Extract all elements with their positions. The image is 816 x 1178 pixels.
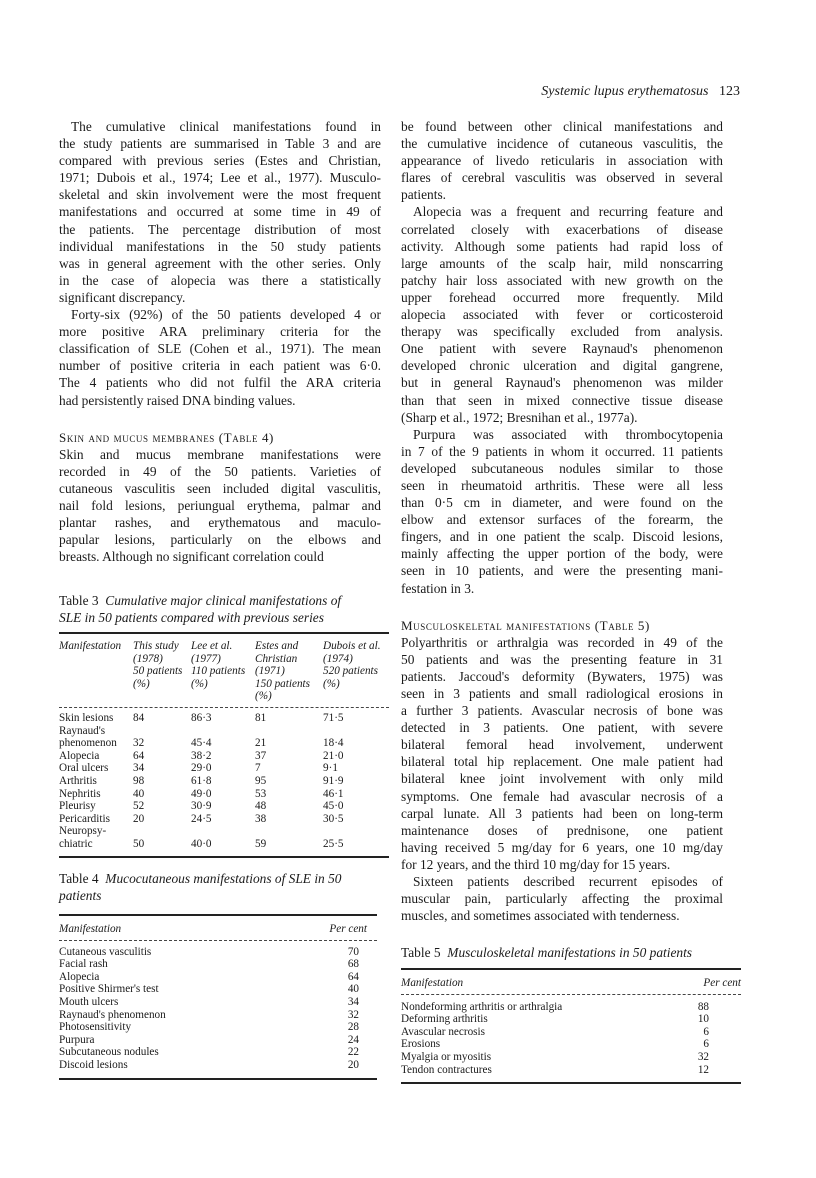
table-row bbox=[59, 1059, 377, 1072]
cell-value: 53 bbox=[255, 787, 267, 800]
cell-value: 64 bbox=[347, 970, 359, 983]
row-label: Erosions bbox=[401, 1038, 441, 1051]
text-line: detected in 3 patients. One patient, with severe bbox=[401, 720, 723, 736]
text-line: appearance of livedo reticularis in association with bbox=[401, 153, 723, 169]
row-label: Purpura bbox=[59, 1033, 95, 1046]
section-heading-skin: Skin and mucus membranes (Table 4) bbox=[59, 429, 274, 445]
text-line: mainly affecting the upper portion of the body, were bbox=[401, 546, 723, 562]
table-row bbox=[401, 1051, 741, 1064]
text-line: plantar rashes, and erythematous and maculo- bbox=[59, 515, 381, 531]
header-line: Manifestation bbox=[59, 640, 122, 652]
table-row bbox=[59, 750, 389, 763]
row-label: Photosensitivity bbox=[59, 1021, 132, 1034]
table-row bbox=[401, 1038, 741, 1051]
cell-value: 40 bbox=[133, 787, 145, 800]
paragraph bbox=[401, 873, 723, 924]
cell-value: 46·1 bbox=[323, 787, 344, 800]
cell-value: 7 bbox=[255, 762, 261, 775]
table5-label: Table 5 bbox=[401, 945, 441, 960]
cell-value: 21 bbox=[255, 737, 267, 750]
cell-value: 52 bbox=[133, 800, 145, 813]
cell-value: 86·3 bbox=[191, 711, 212, 724]
table-row bbox=[59, 958, 377, 971]
column-header: Manifestation bbox=[59, 923, 122, 935]
header-line: (%) bbox=[133, 677, 150, 690]
row-label-line: Alopecia bbox=[59, 749, 100, 762]
text-line: large amounts of the scalp hair, mild nonscarring bbox=[401, 255, 723, 271]
row-label-line: Skin lesions bbox=[59, 711, 114, 724]
text-line: patients. bbox=[401, 187, 446, 203]
cell-value: 29·0 bbox=[191, 762, 212, 775]
text-line: Sixteen patients described recurrent episodes of bbox=[413, 874, 723, 890]
table-row bbox=[401, 1013, 741, 1026]
header-line: (1971) bbox=[255, 665, 285, 678]
text-line: a further 3 patients. Avascular necrosis of bone was bbox=[401, 703, 723, 719]
cell-value: 38 bbox=[255, 812, 267, 825]
cell-value: 84 bbox=[133, 711, 145, 724]
row-label bbox=[59, 825, 133, 850]
cell-value: 68 bbox=[347, 958, 359, 971]
table5-caption-line: Musculoskeletal manifestations in 50 patients bbox=[447, 945, 693, 960]
cell-value: 37 bbox=[255, 749, 267, 762]
row-label: Myalgia or myositis bbox=[401, 1050, 492, 1063]
table-row bbox=[59, 971, 377, 984]
table4-caption-row bbox=[59, 870, 381, 887]
cell-value: 34 bbox=[347, 995, 359, 1008]
table-row bbox=[59, 762, 389, 775]
row-label: Positive Shirmer's test bbox=[59, 983, 159, 996]
row-label bbox=[59, 813, 133, 826]
text-line: flares of cerebral vasculitis was observed in several bbox=[401, 170, 723, 186]
text-line: classification of SLE (Cohen et al., 1971). The mean bbox=[59, 341, 381, 357]
right-section-paragraphs bbox=[401, 634, 723, 925]
cell-value: 91·9 bbox=[323, 774, 344, 787]
running-head bbox=[400, 84, 740, 100]
cell-value: 45·0 bbox=[323, 800, 344, 813]
cell-value: 61·8 bbox=[191, 774, 212, 787]
text-line: individual manifestations in the 50 study patients bbox=[59, 238, 381, 254]
text-line: The 4 patients who did not fulfil the ARA criteria bbox=[59, 375, 381, 391]
table3-caption-row bbox=[59, 609, 389, 626]
table-row bbox=[401, 1064, 741, 1077]
header-line: Christian bbox=[255, 652, 298, 665]
table-row bbox=[59, 712, 389, 725]
header-line: (%) bbox=[255, 690, 272, 703]
cell-value: 40 bbox=[347, 983, 359, 996]
text-line: the patients. The percentage distribution of most bbox=[59, 221, 381, 237]
cell-value: 32 bbox=[133, 737, 145, 750]
table5-header bbox=[401, 970, 741, 994]
text-line: had persistently raised DNA binding values. bbox=[59, 392, 296, 408]
table4-caption bbox=[59, 870, 381, 904]
text-line: breasts. Although no significant correlation could bbox=[59, 549, 324, 565]
text-line: significant discrepancy. bbox=[59, 289, 186, 305]
text-line: bilateral knee joint involvement with only mild bbox=[401, 771, 723, 787]
header-line: This study bbox=[133, 640, 179, 652]
header-line: 110 patients bbox=[191, 665, 246, 678]
row-label: Avascular necrosis bbox=[401, 1025, 485, 1038]
text-line: bilateral femoral head involvement, underwent bbox=[401, 737, 723, 753]
column-header bbox=[323, 640, 389, 703]
text-line: the study patients are summarised in Table 3 and are bbox=[59, 136, 381, 152]
cell-value: 10 bbox=[697, 1013, 709, 1026]
row-label-line: Pleurisy bbox=[59, 800, 96, 813]
text-line: bilateral total hip replacement. One male patient had bbox=[401, 754, 723, 770]
cell-value: 70 bbox=[347, 945, 359, 958]
table-row bbox=[59, 996, 377, 1009]
cell-value: 50 bbox=[133, 837, 145, 850]
cell-value: 21·0 bbox=[323, 749, 344, 762]
table-row bbox=[59, 1034, 377, 1047]
text-line: carpal lunate. All 3 patients had been on long-term bbox=[401, 805, 723, 821]
cell-value: 32 bbox=[347, 1008, 359, 1021]
text-line: muscles, and sometimes associated with tenderness. bbox=[401, 908, 680, 924]
header-line: (1977) bbox=[191, 652, 221, 665]
cell-value: 24·5 bbox=[191, 812, 212, 825]
cell-value: 9·1 bbox=[323, 762, 338, 775]
paragraph bbox=[401, 118, 723, 203]
table-rule bbox=[401, 1082, 741, 1084]
row-label: Discoid lesions bbox=[59, 1058, 128, 1071]
text-line: cutaneous vasculitis seen included digital vasculitis, bbox=[59, 480, 381, 496]
row-label: Mouth ulcers bbox=[59, 995, 119, 1008]
cell-value: 25·5 bbox=[323, 837, 344, 850]
cell-value: 20 bbox=[133, 812, 145, 825]
row-label bbox=[59, 712, 133, 725]
right-column bbox=[401, 118, 723, 924]
text-line: elbow and extensor surfaces of the forearm, the bbox=[401, 512, 723, 528]
table-row bbox=[59, 946, 377, 959]
text-line: the cumulative incidence of cutaneous vasculitis, the bbox=[401, 136, 723, 152]
table-row bbox=[59, 813, 389, 826]
row-label bbox=[59, 800, 133, 813]
text-line: in the case of alopecia was there a statistically bbox=[59, 272, 381, 288]
table3 bbox=[59, 632, 389, 858]
text-line: compared with previous series (Estes and Christian, bbox=[59, 153, 381, 169]
table-row bbox=[401, 1001, 741, 1014]
header-line: 520 patients bbox=[323, 665, 379, 678]
paragraph bbox=[401, 203, 723, 425]
cell-value: 48 bbox=[255, 800, 267, 813]
text-line: but in general Raynaud's phenomenon was milder bbox=[401, 375, 723, 391]
cell-value: 30·5 bbox=[323, 812, 344, 825]
text-line: manifestations and occurred at some time in 49 of bbox=[59, 204, 381, 220]
table-row bbox=[59, 725, 389, 750]
row-label-line: chiatric bbox=[59, 837, 93, 850]
header-line: (1974) bbox=[323, 652, 353, 665]
table4-header bbox=[59, 916, 377, 940]
cell-value: 71·5 bbox=[323, 711, 344, 724]
table-row bbox=[59, 825, 389, 850]
table4 bbox=[59, 914, 377, 1080]
text-line: seen in rheumatoid arthritis. These were all less bbox=[401, 477, 723, 493]
text-line: Polyarthritis or arthralgia was recorded in 49 of the bbox=[401, 634, 723, 650]
table4-body bbox=[59, 941, 377, 1078]
row-label: Tendon contractures bbox=[401, 1063, 492, 1076]
table-row bbox=[59, 800, 389, 813]
cell-value: 49·0 bbox=[191, 787, 212, 800]
text-line: (Sharp et al., 1972; Bresnihan et al., 1977a). bbox=[401, 409, 638, 425]
row-label: Raynaud's phenomenon bbox=[59, 1008, 166, 1021]
header-line: Lee et al. bbox=[191, 640, 233, 652]
header-line: (%) bbox=[323, 677, 340, 690]
row-label-line: Oral ulcers bbox=[59, 762, 109, 775]
table5-caption-row bbox=[401, 944, 746, 961]
text-line: developed chronic ulceration and digital gangrene, bbox=[401, 358, 723, 374]
cell-value: 45·4 bbox=[191, 737, 212, 750]
header-line: (1978) bbox=[133, 652, 163, 665]
column-header: Per cent bbox=[703, 977, 741, 989]
cell-value: 59 bbox=[255, 837, 267, 850]
cell-value: 6 bbox=[703, 1038, 709, 1051]
column-header: Per cent bbox=[329, 923, 367, 935]
cell-value: 34 bbox=[133, 762, 145, 775]
table4-caption-line: Mucocutaneous manifestations of SLE in 50 bbox=[105, 871, 342, 886]
row-label: Deforming arthritis bbox=[401, 1013, 488, 1026]
running-title: Systemic lupus erythematosus bbox=[541, 84, 709, 99]
table4-caption-line: patients bbox=[59, 888, 102, 903]
text-line: papular lesions, particularly on the elbows and bbox=[59, 532, 381, 548]
table-row bbox=[59, 775, 389, 788]
text-line: 50 patients and was the presenting feature in 31 bbox=[401, 651, 723, 667]
header-line: 150 patients bbox=[255, 677, 311, 690]
table3-body bbox=[59, 708, 389, 856]
column-header bbox=[255, 640, 323, 703]
cell-value: 24 bbox=[347, 1033, 359, 1046]
row-label-line: phenomenon bbox=[59, 737, 117, 750]
cell-value: 38·2 bbox=[191, 749, 212, 762]
text-line: The cumulative clinical manifestations found in bbox=[71, 119, 381, 134]
cell-value: 30·9 bbox=[191, 800, 212, 813]
left-column bbox=[59, 118, 381, 565]
table3-caption-row bbox=[59, 592, 389, 609]
paragraph bbox=[59, 306, 381, 409]
cell-value: 18·4 bbox=[323, 737, 344, 750]
text-line: more positive ARA preliminary criteria for the bbox=[59, 324, 381, 340]
table3-label: Table 3 bbox=[59, 593, 99, 608]
text-line: maintenance doses of prednisone, one patient bbox=[401, 822, 723, 838]
header-line: (%) bbox=[191, 677, 208, 690]
header-line: Dubois et al. bbox=[323, 640, 381, 652]
cell-value: 40·0 bbox=[191, 837, 212, 850]
text-line: fingers, and in one patient the scalp. Discoid lesions, bbox=[401, 529, 723, 545]
row-label bbox=[59, 775, 133, 788]
paragraph bbox=[59, 118, 381, 306]
text-line: in 7 of the 9 patients in whom it occurred. 11 patients bbox=[401, 443, 723, 459]
text-line: number of positive criteria in each patient was 6·0. bbox=[59, 358, 381, 374]
right-paragraphs bbox=[401, 118, 723, 597]
text-line: patchy hair loss associated with new growth on the bbox=[401, 272, 723, 288]
text-line: than that seen in mixed connective tissue disease bbox=[401, 392, 723, 408]
column-header bbox=[191, 640, 255, 703]
paragraph bbox=[401, 634, 723, 873]
table3-caption bbox=[59, 592, 389, 626]
column-header: Manifestation bbox=[401, 977, 464, 989]
paragraph bbox=[59, 446, 381, 566]
row-label bbox=[59, 788, 133, 801]
cell-value: 88 bbox=[697, 1000, 709, 1013]
table3-header bbox=[59, 634, 389, 707]
text-line: 1971; Dubois et al., 1974; Lee et al., 1977). Musculo- bbox=[59, 170, 381, 186]
row-label: Cutaneous vasculitis bbox=[59, 945, 152, 958]
text-line: festation in 3. bbox=[401, 580, 475, 596]
text-line: seen in 10 patients, and were the presenting mani- bbox=[401, 563, 723, 579]
cell-value: 20 bbox=[347, 1058, 359, 1071]
text-line: alopecia associated with fever or corticosteroid bbox=[401, 307, 723, 323]
text-line: Alopecia was a frequent and recurring feature and bbox=[413, 204, 723, 220]
table3-caption-line: SLE in 50 patients compared with previous series bbox=[59, 610, 324, 625]
table-row bbox=[59, 1009, 377, 1022]
text-line: was in general agreement with the other series. Only bbox=[59, 255, 381, 271]
table-row bbox=[59, 1046, 377, 1059]
text-line: be found between other clinical manifestations and bbox=[401, 119, 723, 134]
paragraph bbox=[401, 426, 723, 597]
text-line: seen in 3 patients and small radiological erosions in bbox=[401, 686, 723, 701]
text-line: having received 5 mg/day for 6 years, one 10 mg/day bbox=[401, 839, 723, 855]
row-label: Subcutaneous nodules bbox=[59, 1046, 159, 1059]
table-row bbox=[59, 788, 389, 801]
column-header bbox=[133, 640, 191, 703]
row-label bbox=[59, 725, 133, 750]
text-line: Skin and mucus membrane manifestations were bbox=[59, 446, 381, 462]
row-label: Nondeforming arthritis or arthralgia bbox=[401, 1000, 563, 1013]
header-line: 50 patients bbox=[133, 665, 183, 678]
text-line: One patient with severe Raynaud's phenomenon bbox=[401, 341, 723, 357]
cell-value: 32 bbox=[697, 1050, 709, 1063]
row-label-line: Pericarditis bbox=[59, 812, 110, 825]
text-line: recorded in 49 of the 50 patients. Varieties of bbox=[59, 463, 381, 479]
row-label-line: Neuropsy- bbox=[59, 825, 107, 838]
left-paragraphs bbox=[59, 118, 381, 409]
table-rule bbox=[59, 856, 389, 858]
text-line: correlated closely with exacerbations of disease bbox=[401, 221, 723, 237]
cell-value: 22 bbox=[347, 1046, 359, 1059]
column-header bbox=[59, 640, 133, 703]
text-line: symptoms. One female had avascular necrosis of a bbox=[401, 788, 723, 804]
row-label-line: Nephritis bbox=[59, 787, 101, 800]
table-row bbox=[59, 983, 377, 996]
text-line: upper forehead occurred more frequently. Mild bbox=[401, 289, 723, 305]
text-line: therapy was specifically excluded from analysis. bbox=[401, 324, 723, 340]
text-line: skeletal and skin involvement were the most frequent bbox=[59, 187, 381, 203]
cell-value: 6 bbox=[703, 1025, 709, 1038]
header-line: Estes and bbox=[255, 640, 299, 652]
row-label bbox=[59, 762, 133, 775]
cell-value: 28 bbox=[347, 1021, 359, 1034]
table4-caption-row bbox=[59, 887, 381, 904]
table3-caption-line: Cumulative major clinical manifestations of bbox=[105, 593, 342, 608]
table-rule bbox=[59, 1078, 377, 1080]
section-heading-musculoskeletal: Musculoskeletal manifestations (Table 5) bbox=[401, 617, 650, 633]
cell-value: 95 bbox=[255, 774, 267, 787]
cell-value: 81 bbox=[255, 711, 267, 724]
page-number: 123 bbox=[719, 84, 740, 99]
cell-value: 98 bbox=[133, 774, 145, 787]
table5-body bbox=[401, 995, 741, 1083]
row-label-line: Raynaud's bbox=[59, 724, 106, 737]
text-line: Purpura was associated with thrombocytopenia bbox=[413, 426, 723, 442]
text-line: activity. Although some patients had rapid loss of bbox=[401, 238, 723, 254]
text-line: nail fold lesions, periungual erythema, palmar and bbox=[59, 497, 381, 513]
text-line: developed subcutaneous nodules similar to those bbox=[401, 460, 723, 476]
text-line: patients. Jaccoud's deformity (Bywaters, 1975) was bbox=[401, 668, 723, 684]
text-line: Forty-six (92%) of the 50 patients developed 4 or bbox=[71, 307, 381, 323]
row-label: Alopecia bbox=[59, 970, 100, 983]
table5-caption bbox=[401, 944, 746, 961]
row-label bbox=[59, 750, 133, 763]
table-row bbox=[401, 1026, 741, 1039]
table5 bbox=[401, 968, 741, 1084]
text-line: for 12 years, and the third 10 mg/day for 15 years. bbox=[401, 856, 671, 872]
table-row bbox=[59, 1021, 377, 1034]
table4-label: Table 4 bbox=[59, 871, 99, 886]
text-line: muscular pain, particularly affecting the proximal bbox=[401, 891, 723, 907]
cell-value: 12 bbox=[697, 1063, 709, 1076]
text-line: than 0·5 cm in diameter, and were found on the bbox=[401, 495, 723, 511]
row-label: Facial rash bbox=[59, 958, 108, 971]
row-label-line: Arthritis bbox=[59, 774, 97, 787]
cell-value: 64 bbox=[133, 749, 145, 762]
